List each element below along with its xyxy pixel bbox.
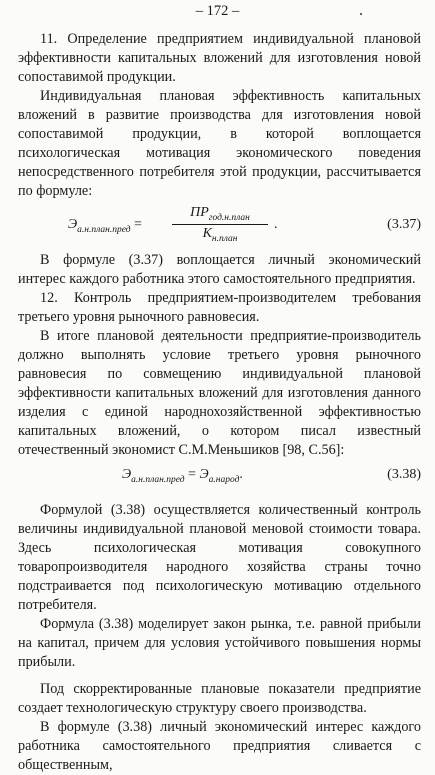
paragraph-11-heading: 11. Определение предприятием индивидуальной плановой эффективности капитальных вложений для изготовления новой сопоставимой продукции. [18, 31, 421, 85]
page-speck [360, 13, 362, 15]
formula-3-37-number: (3.37) [387, 217, 421, 232]
formula-3-37-numerator: $ПР_{год.н.план}$ [172, 205, 268, 225]
formula-3-37-lhs: $Э_{а.н.план.пред}$ = [68, 217, 142, 235]
formula-3-37-fraction [172, 205, 268, 244]
paragraph-formula-338-control: Формулой (3.38) осуществляется количественный контроль величины индивидуальной плановой меновой стоимости товара. Здесь психологическая мотивация совокупного товаропроизводителя народного хозяйства страны точно подстраивается под психологическую мотивацию отдельного потребителя. [18, 502, 421, 613]
formula-3-38 [18, 463, 421, 489]
paragraph-market-law: Формула (3.38) моделирует закон рынка, т.е. равной прибыли на капитал, причем для условия устойчивого повышения нормы прибыли. [18, 616, 421, 670]
paragraph-formula-337-note: В формуле (3.37) воплощается личный экономический интерес каждого работника этого самостоятельного предприятия. [18, 252, 421, 287]
paragraph-equilibrium: В итоге плановой деятельности предприятие-производитель должно выполнять условие третьего уровня рыночного равновесия по совмещению индивидуальной плановой эффективности капитальных вложений для изготовления данного изделия с единой народнохозяйственной эффективностью капитальных вложений, о котором писал известный отечественный экономист С.М.Меньшиков [98, С.56]: [18, 328, 421, 458]
formula-3-38-expression: $Э_{а.н.план.пред} = Э_{а.народ}$. [122, 467, 243, 485]
formula-3-37: $Э_{а.н.план.пред}$ = $ПР_{год.н.план}$ $К_{н.план}$ . (3.37) [68, 205, 421, 244]
paragraph-personal-interest: В формуле (3.38) личный экономический интерес каждого работника самостоятельного предприятия сливается с общественным, [18, 719, 421, 773]
page-body [18, 30, 421, 775]
paragraph-tech-structure: Под скорректированные плановые показатели предприятие создает технологическую структуру своего производства. [18, 681, 421, 716]
formula-3-38-number: (3.38) [387, 467, 421, 482]
page-number: – 172 – [195, 3, 240, 19]
paragraph-12-heading: 12. Контроль предприятием-производителем требования третьего уровня рыночного равновесия. [18, 290, 421, 325]
formula-3-37-denominator: $К_{н.план}$ [202, 225, 238, 244]
paragraph-efficiency-intro: Индивидуальная плановая эффективность капитальных вложений в развитие производства для изготовления новой сопоставимой продукции, в которой воплощается психологическая мотивация экономического поведения непосредственного потребителя этой продукции, рассчитывается по формуле: [18, 88, 421, 199]
